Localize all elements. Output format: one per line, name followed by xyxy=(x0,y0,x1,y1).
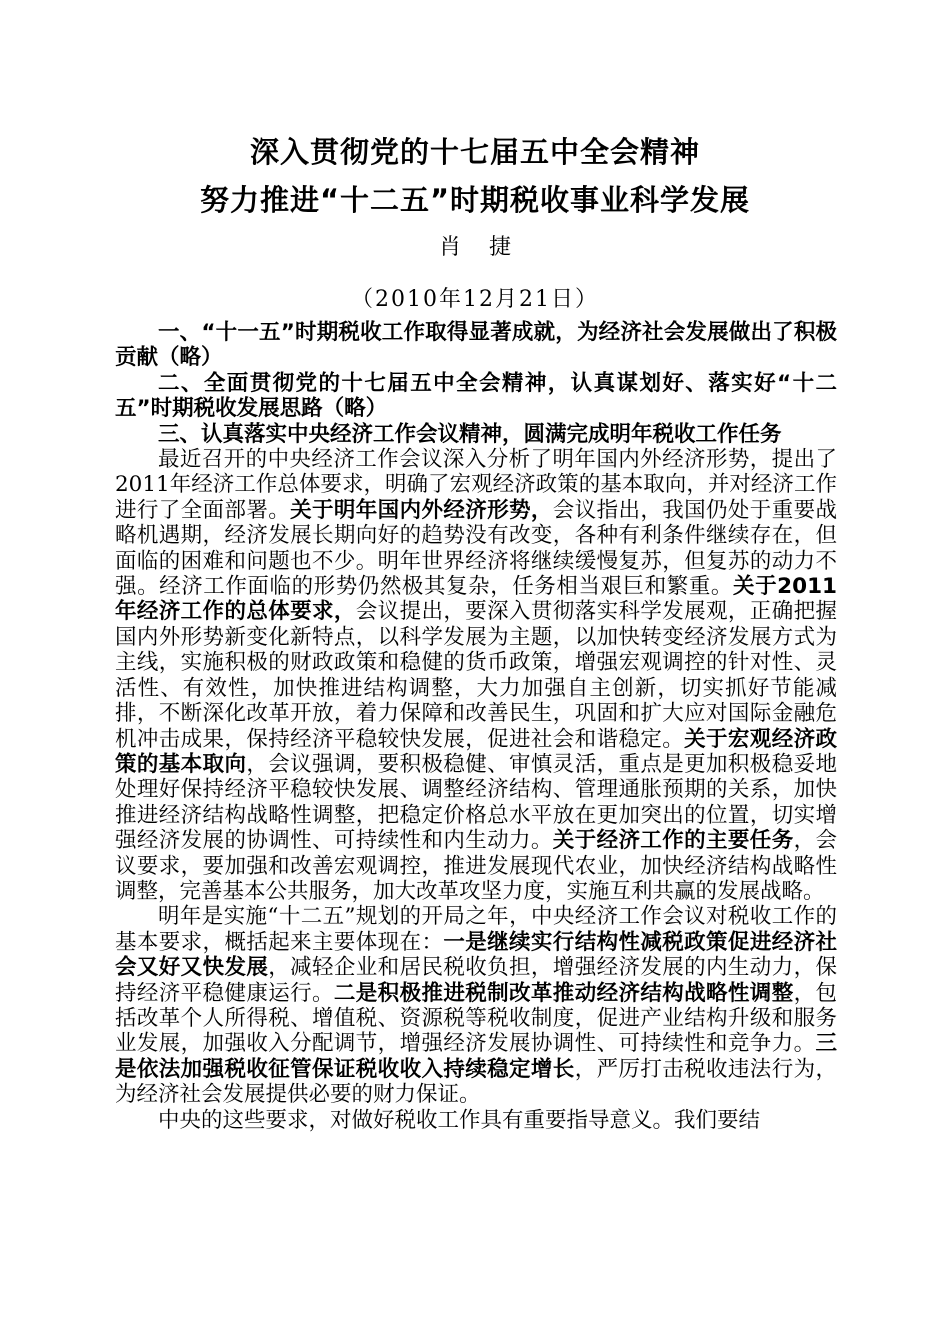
p2-text-1: 明年是实施“十二五”规划的开局之年，中央经济工作会议对税收工作的基本要求，概括起来主要体现在： xyxy=(115,904,837,955)
section-heading-2: 二、全面贯彻党的十七届五中全会精神，认真谋划好、落实好“十二五”时期税收发展思路（略） xyxy=(115,370,837,422)
p1-bold-1: 关于明年国内外经济形势， xyxy=(290,497,553,523)
p1-text-2: 会议指出，我国仍处于重要战略机遇期，经济发展长期向好的趋势没有改变，各种有利条件继续存在，但面临的困难和问题也不少。明年世界经济将继续缓慢复苏，但复苏的动力不强。经济工作面临的形势仍然极其复杂，任务相当艰巨和繁重。 xyxy=(115,497,837,600)
p1-bold-3: 关于宏观经济政策的基本取向 xyxy=(115,726,837,777)
p2-bold-1: 一是继续实行结构性减税政策促进经济社会又好又快发展 xyxy=(115,929,837,981)
paragraph-1 xyxy=(115,447,837,904)
paragraph-2 xyxy=(115,904,837,1107)
section-heading-1: 一、“十一五”时期税收工作取得显著成就，为经济社会发展做出了积极贡献（略） xyxy=(115,320,837,371)
p1-text-3: 会议提出，要深入贯彻落实科学发展观，正确把握国内外形势新变化新特点，以科学发展为主题，以加快转变经济发展方式为主线，实施积极的财政政策和稳健的货币政策，增强宏观调控的针对性、灵活性、有效性，加快推进结构调整，大力加强自主创新，切实抓好节能减排，不断深化改革开放，着力保障和改善民生，巩固和扩大应对国际金融危机冲击成果，保持经济平稳较快发展，促进社会和谐稳定。 xyxy=(115,599,837,752)
p1-bold-2: 关于2011年经济工作的总体要求， xyxy=(115,574,837,625)
section-heading-3: 三、认真落实中央经济工作会议精神，圆满完成明年税收工作任务 xyxy=(158,421,782,447)
p1-text-4: ，会议强调，要积极稳健、审慎灵活，重点是更加积极稳妥地处理好保持经济平稳较快发展、调整经济结构、管理通胀预期的关系，加快推进经济结构战略性调整，把稳定价格总水平放在更加突出的位置，切实增强经济发展的协调性、可持续性和内生动力。 xyxy=(115,751,837,854)
author: 肖捷 xyxy=(438,235,539,260)
paragraph-3: 中央的这些要求，对做好税收工作具有重要指导意义。我们要结 xyxy=(158,1107,761,1133)
title-line-2: 努力推进“十二五”时期税收事业科学发展 xyxy=(199,183,751,217)
date: （2010年12月21日） xyxy=(351,287,599,312)
p2-text-3: ，包括改革个人所得税、增值税、资源税等税收制度，促进产业结构升级和服务业发展，加强收入分配调节，增强经济发展协调性、可持续性和竞争力。 xyxy=(115,980,837,1057)
document-body xyxy=(115,320,837,1133)
title-line-1: 深入贯彻党的十七届五中全会精神 xyxy=(249,135,700,169)
p2-text-2: ，减轻企业和居民税收负担，增强经济发展的内生动力，保持经济平稳健康运行。 xyxy=(115,955,837,1006)
p1-bold-4: 关于经济工作的主要任务 xyxy=(552,828,794,854)
p1-text-1: 最近召开的中央经济工作会议深入分析了明年国内外经济形势，提出了2011年经济工作总体要求，明确了宏观经济政策的基本取向，并对经济工作进行了全面部署。 xyxy=(115,447,837,523)
p2-bold-2: 二是积极推进税制改革推动经济结构战略性调整 xyxy=(333,980,794,1006)
p2-bold-3: 三是依法加强税收征管保证税收收入持续稳定增长 xyxy=(115,1031,837,1082)
p2-text-4: ，严厉打击税收违法行为，为经济社会发展提供必要的财力保证。 xyxy=(115,1056,837,1108)
p1-text-5: ，会议要求，要加强和改善宏观调控，推进发展现代农业，加快经济结构战略性调整，完善基本公共服务，加大改革攻坚力度，实施互利共赢的发展战略。 xyxy=(115,828,837,904)
